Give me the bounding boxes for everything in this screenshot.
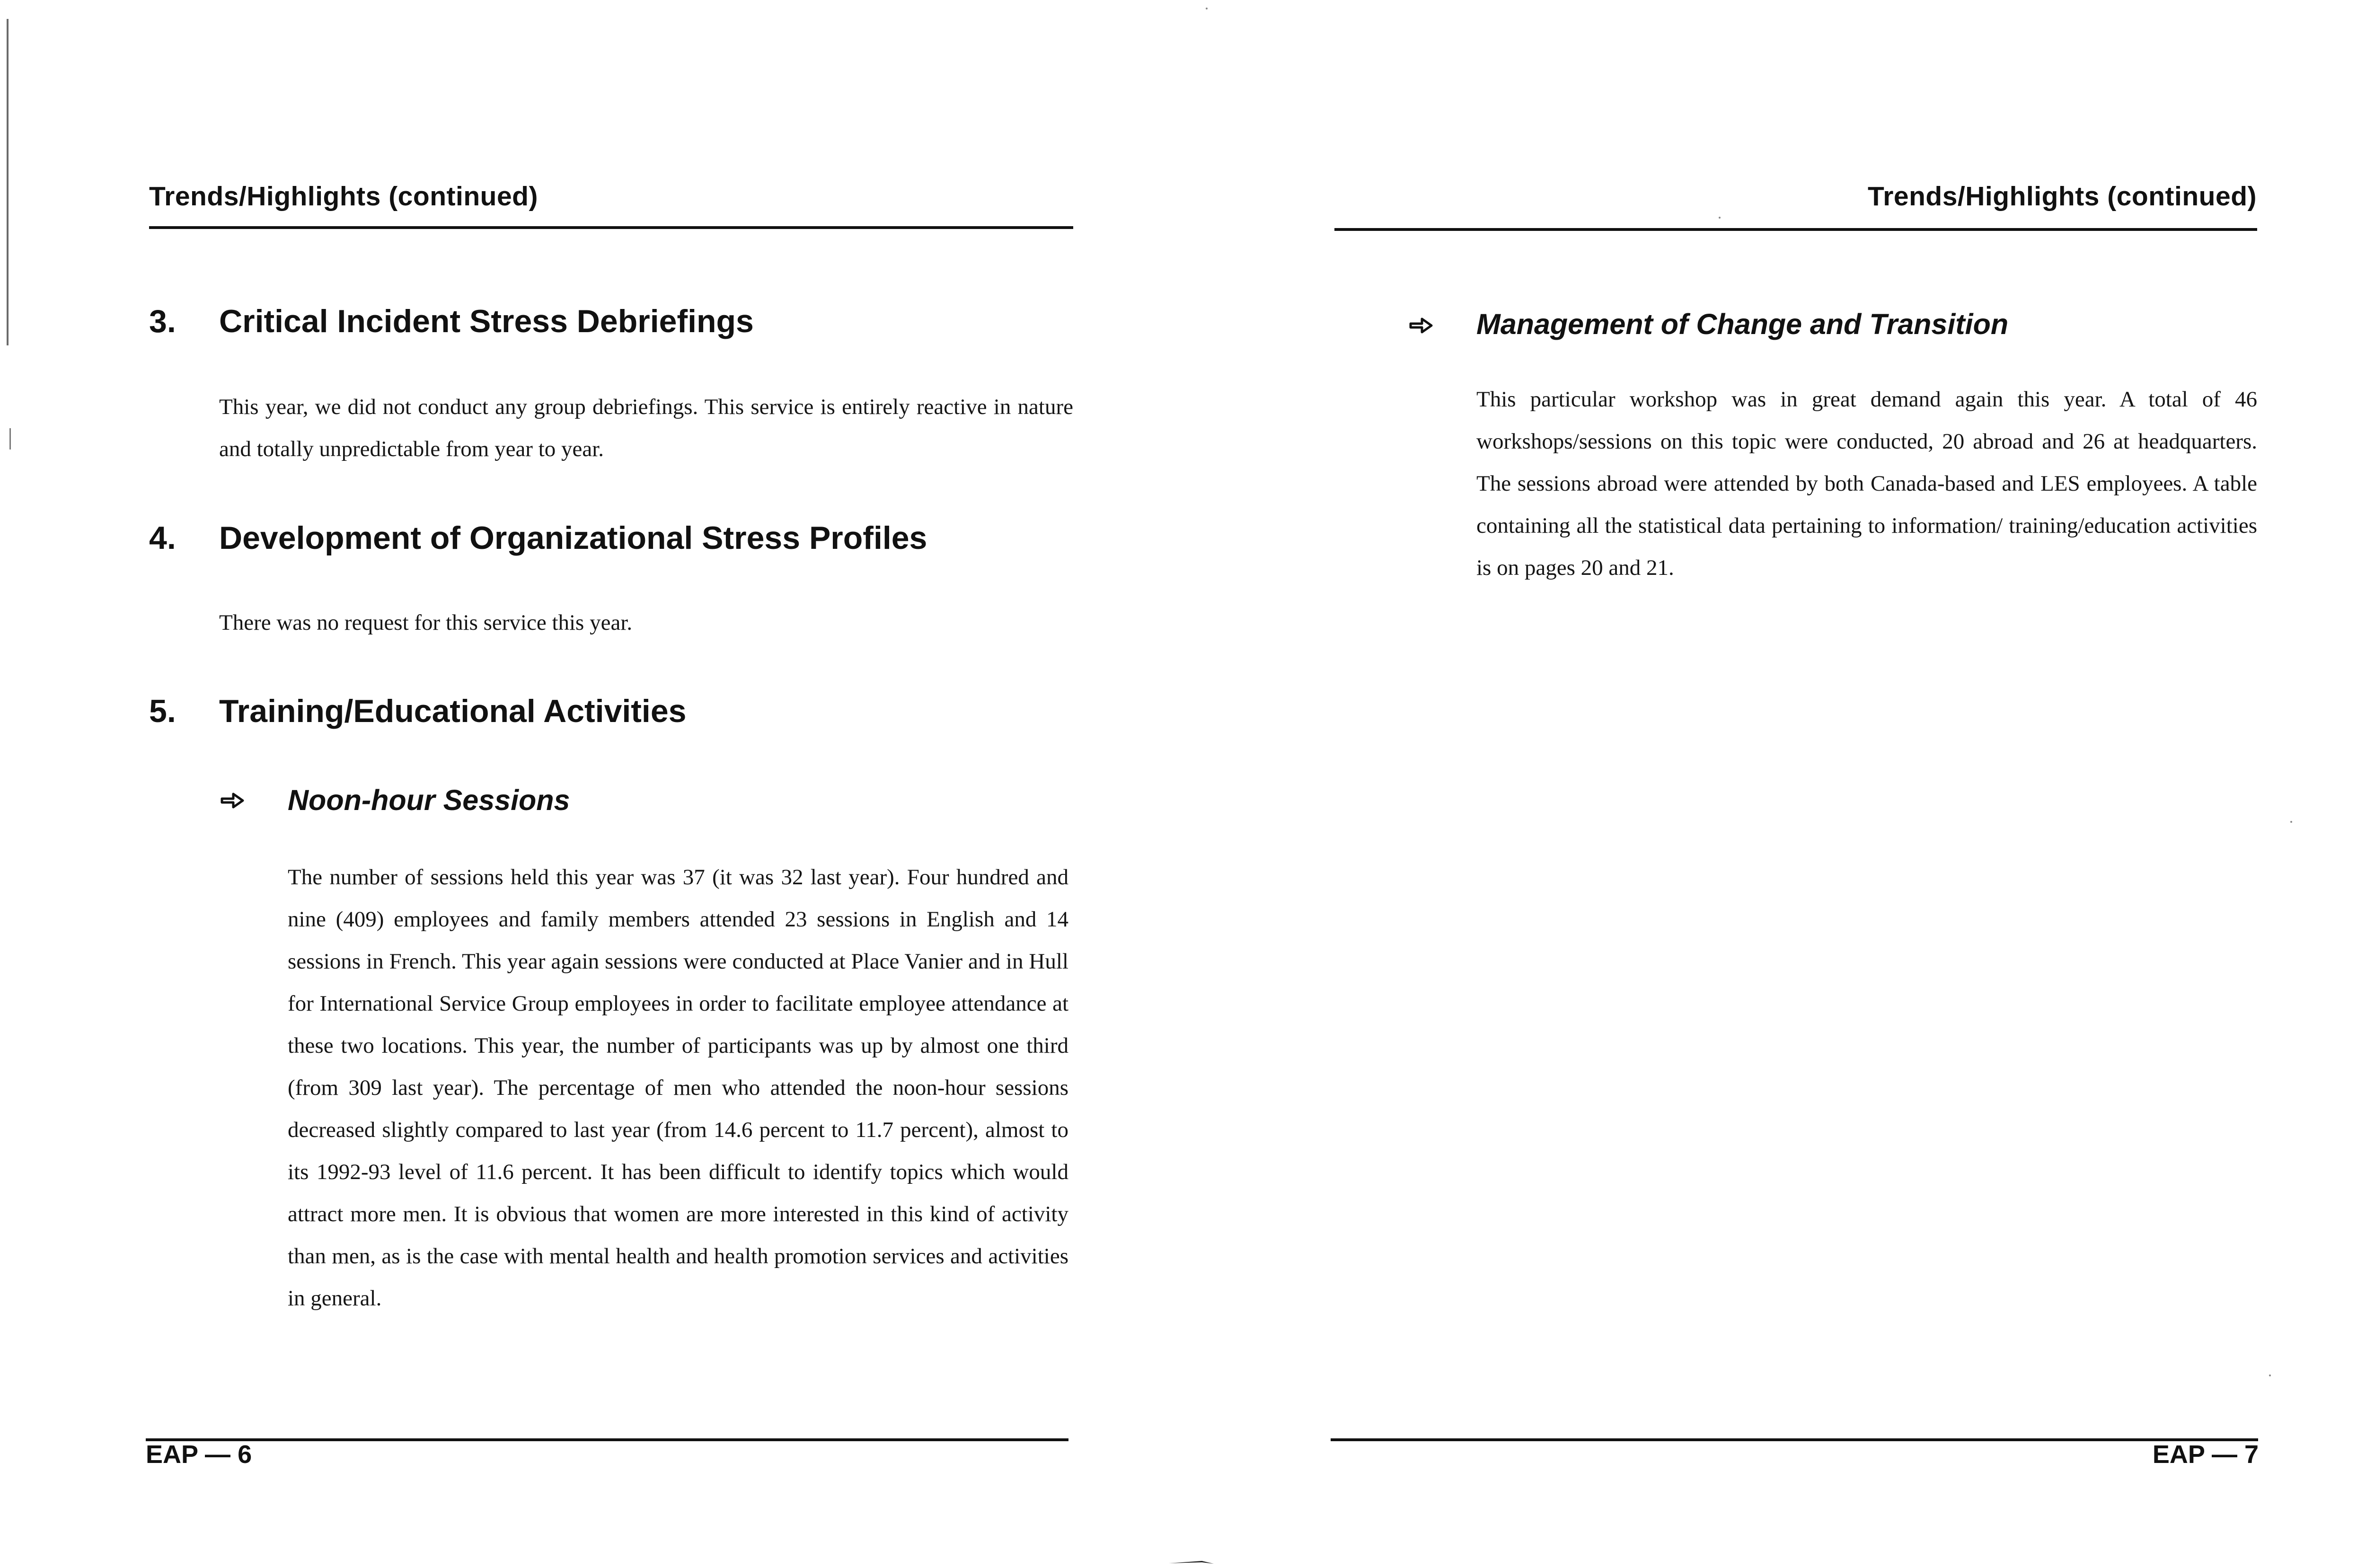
page-number: EAP — 7: [2152, 1440, 2259, 1469]
subsection-body: The number of sessions held this year was 37 (it was 32 last year). Four hundred and nine (409) employees and family members attended 23 sessions in English and 14 sessions in French. This year again sessions were conducted at Place Vanier and in Hull for International Service Group employees in order to facilitate employee attendance at these two locations. This year, the number of participants was up by almost one third (from 309 last year). The percentage of men who attended the noon-hour sessions decreased slightly compared to last year (from 14.6 percent to 11.7 percent), almost to its 1992-93 level of 11.6 percent. It has been difficult to identify topics which would attract more men. It is obvious that women are more interested in this kind of activity than men, as is the case with mental health and health promotion services and activities in general.: [288, 865, 1068, 1311]
section-number: 3.: [149, 303, 176, 339]
scan-speck: [1206, 8, 1208, 9]
section-number: 5.: [149, 693, 176, 729]
scan-edge-mark: [9, 428, 11, 449]
scan-edge-line: [7, 19, 9, 345]
section-title: Training/Educational Activities: [219, 693, 687, 729]
scan-speck: [2290, 821, 2292, 823]
running-head: Trends/Highlights (continued): [1868, 181, 2257, 211]
section-title: Development of Organizational Stress Profiles: [219, 520, 927, 556]
running-head: Trends/Highlights (continued): [149, 181, 538, 211]
footer-rule: [1331, 1438, 2258, 1441]
section-body: This year, we did not conduct any group debriefings. This service is entirely reactive in nature and totally unpredictable from year to year.: [219, 395, 1073, 461]
section-number: 4.: [149, 520, 176, 556]
scan-speck: [2269, 1374, 2271, 1376]
subsection-body: This particular workshop was in great demand again this year. A total of 46 workshops/sessions on this topic were conducted, 20 abroad and 26 at headquarters. The sessions abroad were attended by both Canada-based and LES employees. A table containing all the statistical data pertaining to information/ training/education activities is on pages 20 and 21.: [1476, 387, 2257, 580]
arrow-icon: [1408, 316, 1434, 335]
footer-rule: [146, 1438, 1068, 1441]
page-number: EAP — 6: [146, 1440, 252, 1469]
section-title: Critical Incident Stress Debriefings: [219, 303, 754, 339]
arrow-icon: [219, 791, 246, 810]
scan-mark: [1169, 1560, 1214, 1564]
subsection-title: Noon-hour Sessions: [288, 784, 570, 816]
section-body: There was no request for this service this year.: [219, 610, 633, 635]
header-rule: [149, 226, 1073, 229]
scan-speck: [1719, 217, 1721, 219]
header-rule: [1334, 228, 2257, 231]
subsection-title: Management of Change and Transition: [1476, 308, 2009, 340]
